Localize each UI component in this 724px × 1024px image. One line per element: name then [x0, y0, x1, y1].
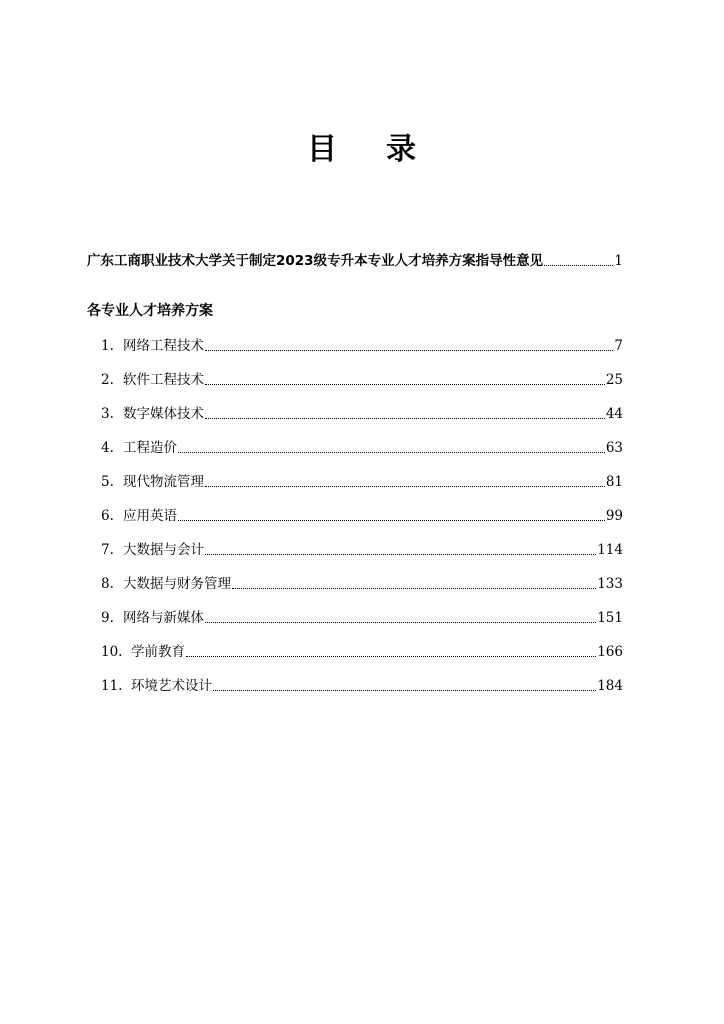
toc-item-number: 7.: [101, 542, 114, 558]
toc-item-label: 软件工程技术: [123, 372, 204, 388]
toc-item-number: 11.: [101, 678, 123, 694]
dot-leader: [205, 486, 605, 487]
dot-leader: [186, 656, 596, 657]
toc-item-label: 网络与新媒体: [123, 610, 204, 626]
toc-item-page: 44: [605, 406, 623, 422]
toc-item-label: 数字媒体技术: [123, 406, 204, 422]
dot-leader: [205, 554, 596, 555]
dot-leader: [205, 418, 605, 419]
toc-item-number: 5.: [101, 474, 114, 490]
dot-leader: [205, 622, 596, 623]
toc-item-page: 166: [597, 644, 623, 660]
toc-item-label: 现代物流管理: [123, 474, 204, 490]
dot-leader: [544, 265, 613, 266]
dot-leader: [178, 520, 605, 521]
toc-item-label: 学前教育: [131, 644, 185, 660]
toc-item-6[interactable]: [101, 507, 623, 525]
toc-item-page: 184: [597, 678, 623, 694]
section-heading: 各专业人才培养方案: [87, 303, 213, 319]
toc-entry-page: 1: [614, 253, 623, 269]
dot-leader: [232, 588, 596, 589]
title-char-1: 目: [307, 132, 338, 167]
toc-item-page: 63: [605, 440, 623, 456]
toc-item-label: 应用英语: [123, 508, 177, 524]
toc-item-2[interactable]: [101, 371, 623, 389]
toc-item-11[interactable]: [101, 677, 623, 695]
toc-item-page: 114: [597, 542, 623, 558]
toc-item-8[interactable]: [101, 575, 623, 593]
toc-item-number: 9.: [101, 610, 114, 626]
toc-item-10[interactable]: [101, 643, 623, 661]
toc-item-number: 8.: [101, 576, 114, 592]
dot-leader: [205, 350, 613, 351]
toc-item-9[interactable]: [101, 609, 623, 627]
title-char-2: 录: [386, 132, 417, 167]
toc-item-5[interactable]: [101, 473, 623, 491]
toc-item-number: 4.: [101, 440, 114, 456]
dot-leader: [205, 384, 605, 385]
toc-item-page: 25: [605, 372, 623, 388]
toc-item-page: 81: [605, 474, 623, 490]
toc-item-1[interactable]: [101, 337, 623, 355]
toc-item-label: 工程造价: [123, 440, 177, 456]
toc-item-number: 6.: [101, 508, 114, 524]
toc-item-page: 151: [597, 610, 623, 626]
dot-leader: [178, 452, 605, 453]
toc-item-label: 环境艺术设计: [131, 678, 212, 694]
toc-item-label: 网络工程技术: [123, 338, 204, 354]
toc-entry-label: 广东工商职业技术大学关于制定2023级专升本专业人才培养方案指导性意见: [87, 253, 544, 269]
toc-item-label: 大数据与财务管理: [123, 576, 231, 592]
toc-item-number: 1.: [101, 338, 114, 354]
toc-title: [0, 124, 724, 168]
toc-item-number: 2.: [101, 372, 114, 388]
toc-item-4[interactable]: [101, 439, 623, 457]
toc-item-number: 10.: [101, 644, 123, 660]
toc-item-page: 7: [614, 338, 623, 354]
toc-item-7[interactable]: [101, 541, 623, 559]
toc-entry-guideline[interactable]: [87, 252, 623, 270]
toc-item-3[interactable]: [101, 405, 623, 423]
toc-item-label: 大数据与会计: [123, 542, 204, 558]
toc-item-number: 3.: [101, 406, 114, 422]
toc-item-page: 133: [597, 576, 623, 592]
dot-leader: [213, 690, 596, 691]
toc-item-page: 99: [605, 508, 623, 524]
